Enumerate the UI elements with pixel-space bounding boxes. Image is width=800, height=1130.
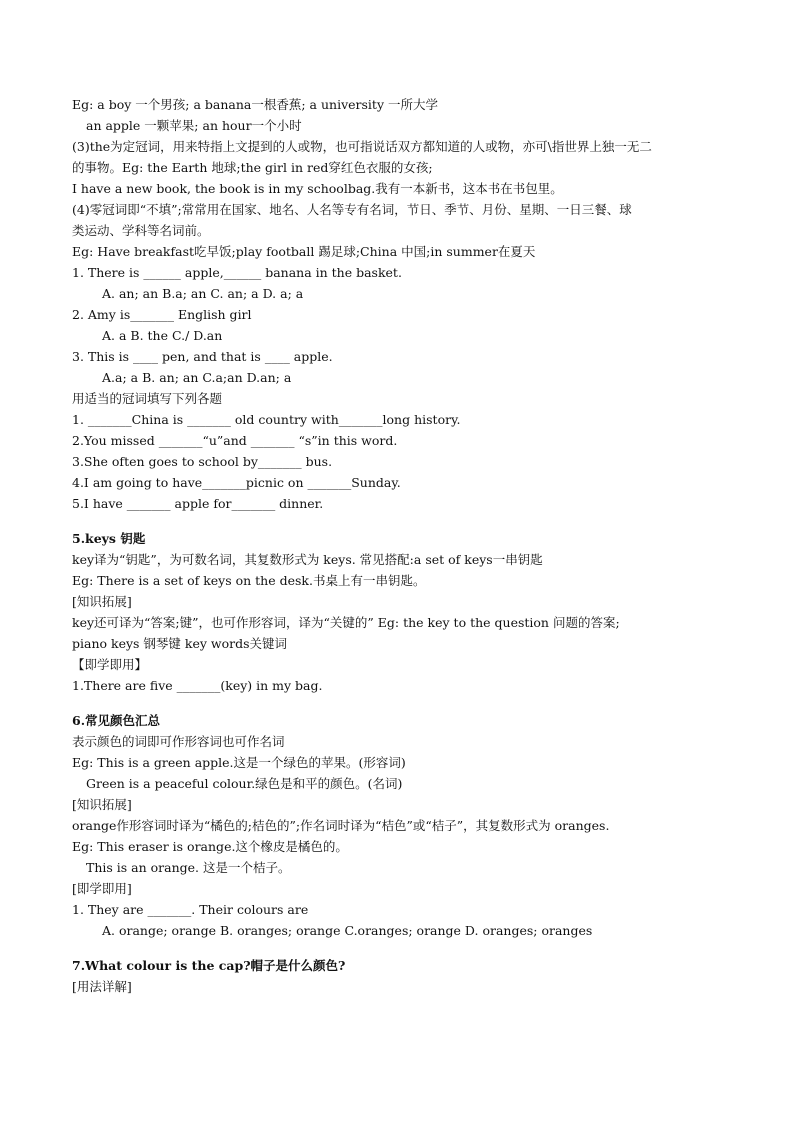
text-line: (3)the为定冠词，用来特指上文提到的人或物，也可指说话双方都知道的人或物，亦可\指世界上独一无二	[72, 139, 652, 154]
document-page	[72, 94, 732, 997]
question-line: 2. Amy is_______ English girl	[72, 307, 252, 322]
text-line: Green is a peaceful colour.绿色是和平的颜色。(名词)	[86, 776, 403, 791]
question-line: 4.I am going to have_______picnic on _______Sunday.	[72, 475, 401, 490]
text-line: orange作形容词时译为“橘色的;桔色的”;作名词时译为“桔色”或“桔子”，其复数形式为 oranges.	[72, 818, 610, 833]
question-line: 1.There are five _______(key) in my bag.	[72, 678, 323, 693]
text-line: [用法详解]	[72, 979, 132, 994]
text-line: Eg: a boy 一个男孩; a banana一根香蕉; a university 一所大学	[72, 97, 438, 112]
text-line: This is an orange. 这是一个桔子。	[86, 860, 291, 875]
text-line: 类运动、学科等名词前。	[72, 223, 210, 238]
question-line: 1. _______China is _______ old country with_______long history.	[72, 412, 461, 427]
options-line: A. an; an B.a; an C. an; a D. a; a	[102, 286, 304, 301]
options-line: A.a; a B. an; an C.a;an D.an; a	[102, 370, 292, 385]
section-heading: 6.常见颜色汇总	[72, 713, 161, 728]
question-line: 1. There is ______ apple,______ banana in the basket.	[72, 265, 402, 280]
question-line: 5.I have _______ apple for_______ dinner.	[72, 496, 324, 511]
text-line: 用适当的冠词填写下列各题	[72, 391, 223, 406]
question-line: 3.She often goes to school by_______ bus.	[72, 454, 333, 469]
text-line: I have a new book, the book is in my schoolbag.我有一本新书，这本书在书包里。	[72, 181, 563, 196]
text-line: 表示颜色的词即可作形容词也可作名词	[72, 734, 285, 749]
text-line: Eg: Have breakfast吃早饭;play football 踢足球;China 中国;in summer在夏天	[72, 244, 536, 259]
text-line: Eg: This is a green apple.这是一个绿色的苹果。(形容词)	[72, 755, 406, 770]
text-line: piano keys 钢琴键 key words关键词	[72, 636, 288, 651]
text-line: [知识拓展]	[72, 797, 132, 812]
text-line: 【即学即用】	[72, 657, 148, 672]
options-line: A. orange; orange B. oranges; orange C.oranges; orange D. oranges; oranges	[102, 923, 593, 938]
section-heading: 5.keys 钥匙	[72, 531, 146, 546]
text-line: key译为“钥匙”，为可数名词，其复数形式为 keys. 常见搭配:a set of keys一串钥匙	[72, 552, 543, 567]
text-line: an apple 一颗苹果; an hour一个小时	[86, 118, 302, 133]
question-line: 2.You missed _______“u”and _______ “s”in this word.	[72, 433, 398, 448]
text-line: [即学即用]	[72, 881, 132, 896]
options-line: A. a B. the C./ D.an	[102, 328, 223, 343]
text-line: Eg: There is a set of keys on the desk.书桌上有一串钥匙。	[72, 573, 426, 588]
text-line: (4)零冠词即“不填”;常常用在国家、地名、人名等专有名词，节日、季节、月份、星期、一日三餐、球	[72, 202, 632, 217]
text-line: key还可译为“答案;键”，也可作形容词，译为“关键的” Eg: the key to the question 问题的答案;	[72, 615, 620, 630]
text-line: [知识拓展]	[72, 594, 132, 609]
question-line: 3. This is ____ pen, and that is ____ apple.	[72, 349, 333, 364]
section-heading: 7.What colour is the cap?帽子是什么颜色?	[72, 958, 346, 973]
text-line: 的事物。Eg: the Earth 地球;the girl in red穿红色衣服的女孩;	[72, 160, 433, 175]
question-line: 1. They are _______. Their colours are	[72, 902, 309, 917]
text-line: Eg: This eraser is orange.这个橡皮是橘色的。	[72, 839, 348, 854]
